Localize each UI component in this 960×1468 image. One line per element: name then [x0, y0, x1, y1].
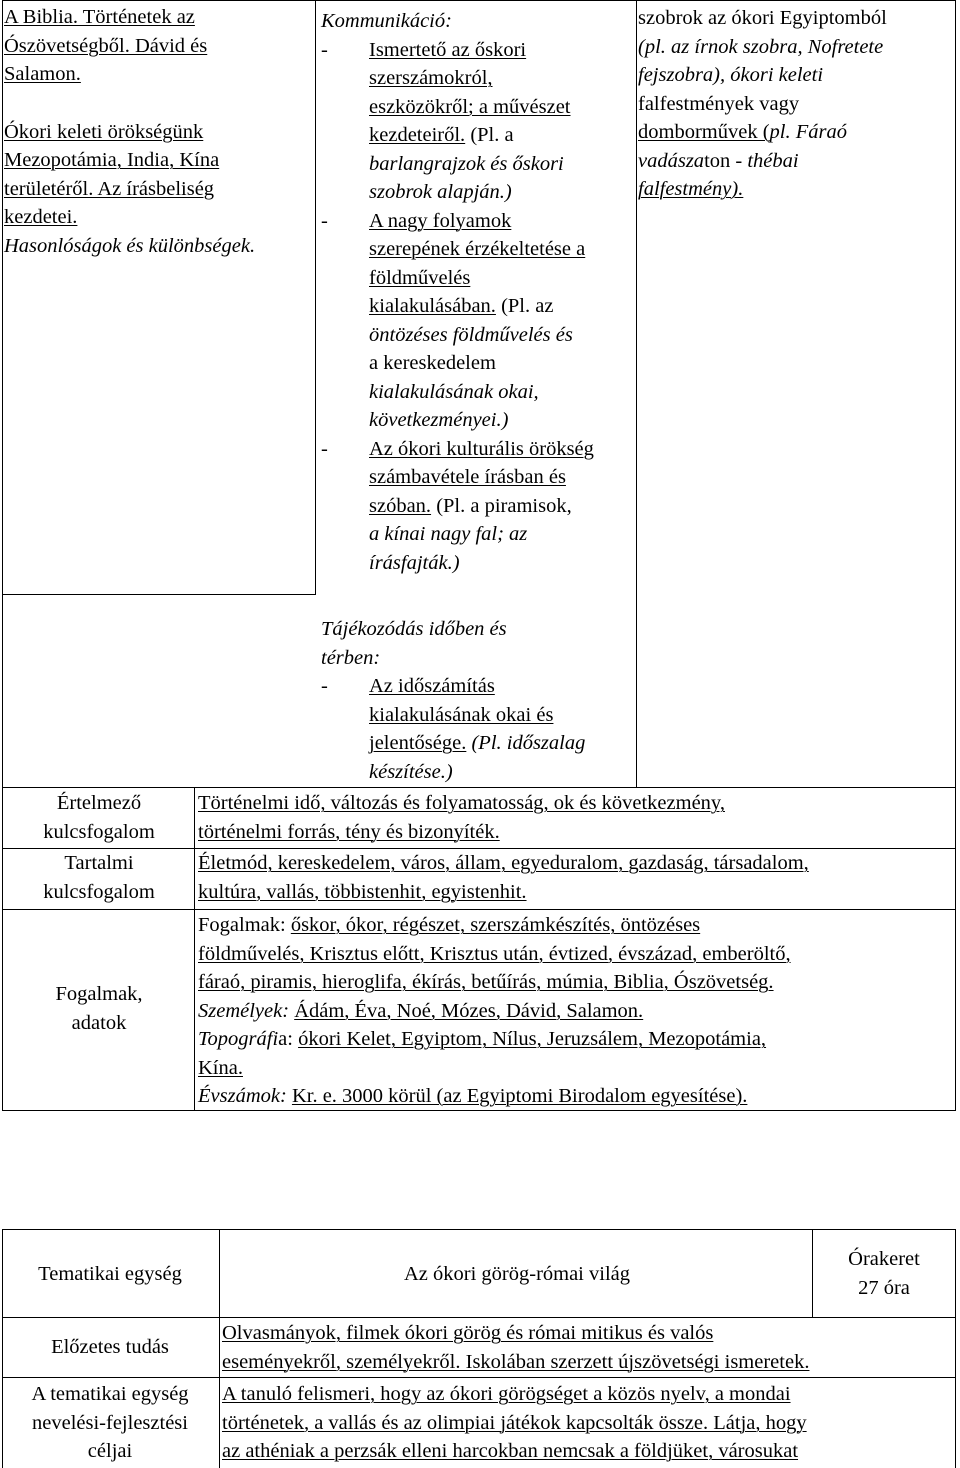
section-heading: Kommunikáció: — [321, 10, 452, 32]
text-line: (pl. az írnok szobra, Nofretete — [638, 35, 884, 58]
dash-marker: - — [321, 38, 328, 61]
text-line: kultúra, vallás, többistenhit, egyistenhit. — [198, 880, 527, 903]
orientation-section — [321, 615, 639, 786]
dash-marker: - — [321, 209, 328, 232]
text-line: földművelés, Krisztus előtt, Krisztus után, évtized, évszázad, emberöltő, — [198, 942, 791, 965]
list-item — [321, 36, 639, 207]
item-line: kialakulásának okai, — [369, 380, 539, 403]
item-line: A nagy folyamok — [369, 209, 512, 232]
orakeret-cell — [814, 1245, 954, 1302]
column-divider — [194, 787, 195, 1111]
dash-marker: - — [321, 437, 328, 460]
tematikai-label: Tematikai egység — [38, 1263, 182, 1285]
topic-line: kezdetei. — [4, 206, 78, 228]
text-line: eseményekről, személyekről. Iskolában szerzett újszövetségi ismeretek. — [222, 1350, 810, 1373]
topic-line: Ókori keleti örökségünk — [4, 120, 204, 143]
item-line: eszközökről; a művészet — [369, 95, 571, 118]
text-line: az athéniak a perzsák elleni harcokban nemcsak a földjüket, városukat — [222, 1440, 799, 1462]
development-tasks-cell — [321, 7, 639, 577]
text-line: Évszámok: Kr. e. 3000 körül (az Egyiptomi Birodalom egyesítése). — [198, 1085, 748, 1107]
text-line: falfestmény). — [638, 178, 744, 200]
text-line: fejszobra), ókori keleti — [638, 64, 824, 86]
row-divider — [2, 594, 316, 595]
column-divider — [812, 1229, 813, 1317]
row-label-ertelmezo: Értelmező kulcsfogalom — [43, 792, 155, 843]
item-line: szerszámokról, — [369, 67, 493, 89]
topic-line: területéről. Az írásbeliség — [4, 177, 215, 200]
dash-marker: - — [321, 675, 328, 697]
tematikai-value: Az ókori görög-római világ — [403, 1263, 630, 1285]
item-line: a kínai nagy fal; az — [369, 523, 528, 545]
row-divider — [2, 787, 956, 788]
ertelmezo-cell — [198, 789, 953, 846]
item-line: jelentősége. (Pl. időszalag — [369, 732, 586, 754]
connections-cell — [638, 4, 956, 204]
item-line: földművelés — [369, 266, 471, 289]
topics-cell — [4, 3, 309, 260]
item-line: kialakulásában. (Pl. az — [369, 295, 554, 317]
item-line: készítése.) — [369, 760, 453, 783]
text-line: Topográfia: ókori Kelet, Egyiptom, Nílus, Jeruzsálem, Mezopotámia, — [198, 1028, 767, 1050]
item-line: öntözéses földművelés és — [369, 323, 573, 346]
text-line: történetek, a vallás és az olimpiai játékok kapcsolták össze. Látja, hogy — [222, 1411, 807, 1434]
item-line: barlangrajzok és őskori — [369, 152, 564, 175]
topic-line: Ószövetségből. Dávid és — [4, 34, 208, 57]
orakeret-label: Órakeret — [848, 1248, 920, 1270]
item-line: szóban. (Pl. a piramisok, — [369, 494, 572, 517]
tartalmi-cell — [198, 849, 953, 906]
item-line: Az ókori kulturális örökség — [369, 437, 594, 460]
fogalmak-cell — [198, 911, 953, 1111]
text-line: Történelmi idő, változás és folyamatosság, ok és következmény, — [198, 792, 725, 814]
section-heading: térben: — [321, 646, 381, 669]
text-line: falfestmények vagy — [638, 92, 800, 115]
elozetes-cell — [222, 1319, 950, 1376]
list-item — [321, 672, 639, 786]
text-line: Életmód, kereskedelem, város, állam, egyeduralom, gazdaság, társadalom, — [198, 852, 809, 874]
column-divider — [315, 0, 316, 594]
row-divider — [2, 1377, 956, 1378]
topic-line: A Biblia. Történetek az — [4, 6, 195, 28]
row-label-tartalmi: Tartalmi kulcsfogalom — [43, 852, 155, 903]
text-line: szobrok az ókori Egyiptomból — [638, 7, 887, 29]
item-line: következményei.) — [369, 409, 509, 431]
column-divider — [219, 1229, 220, 1468]
list-item — [321, 207, 639, 435]
item-line: írásfajták.) — [369, 551, 460, 574]
item-line: kialakulásának okai és — [369, 703, 554, 726]
item-line: kezdeteiről. (Pl. a — [369, 124, 514, 146]
text-line: fáraó, piramis, hieroglifa, ékírás, betűírás, múmia, Biblia, Ószövetség. — [198, 971, 774, 993]
text-line: A tanuló felismeri, hogy az ókori görögséget a közös nyelv, a mondai — [222, 1383, 791, 1405]
celok-label: A tematikai egység nevelési-fejlesztési céljai — [31, 1383, 189, 1462]
item-line: szerepének érzékeltetése a — [369, 238, 586, 260]
topic-line: Salamon. — [4, 63, 81, 85]
topic-line: Mezopotámia, India, Kína — [4, 149, 220, 171]
orakeret-value: 27 óra — [858, 1276, 910, 1299]
text-line: Kína. — [198, 1056, 243, 1079]
list-item — [321, 435, 639, 578]
item-line: Az időszámítás — [369, 675, 495, 697]
text-line: domborművek (pl. Fáraó — [638, 121, 847, 143]
elozetes-label: Előzetes tudás — [51, 1336, 169, 1358]
row-divider — [2, 909, 956, 910]
text-line: vadászaton - thébai — [638, 149, 799, 172]
celok-cell — [222, 1380, 950, 1466]
row-divider — [2, 1317, 956, 1318]
topic-line: Hasonlóságok és különbségek. — [4, 234, 256, 257]
item-line: Ismertető az őskori — [369, 38, 527, 61]
text-line: Személyek: Ádám, Éva, Noé, Mózes, Dávid, Salamon. — [198, 999, 644, 1022]
text-line: Olvasmányok, filmek ókori görög és római mitikus és valós — [222, 1322, 714, 1344]
item-line: a kereskedelem — [369, 352, 496, 374]
row-label-fogalmak: Fogalmak, adatok — [55, 983, 143, 1034]
text-line: történelmi forrás, tény és bizonyíték. — [198, 820, 500, 843]
item-line: szobrok alapján.) — [369, 181, 512, 203]
item-line: számbavétele írásban és — [369, 466, 566, 488]
text-line: Fogalmak: őskor, ókor, régészet, szerszámkészítés, öntözéses — [198, 914, 701, 936]
section-heading: Tájékozódás időben és — [321, 618, 507, 640]
